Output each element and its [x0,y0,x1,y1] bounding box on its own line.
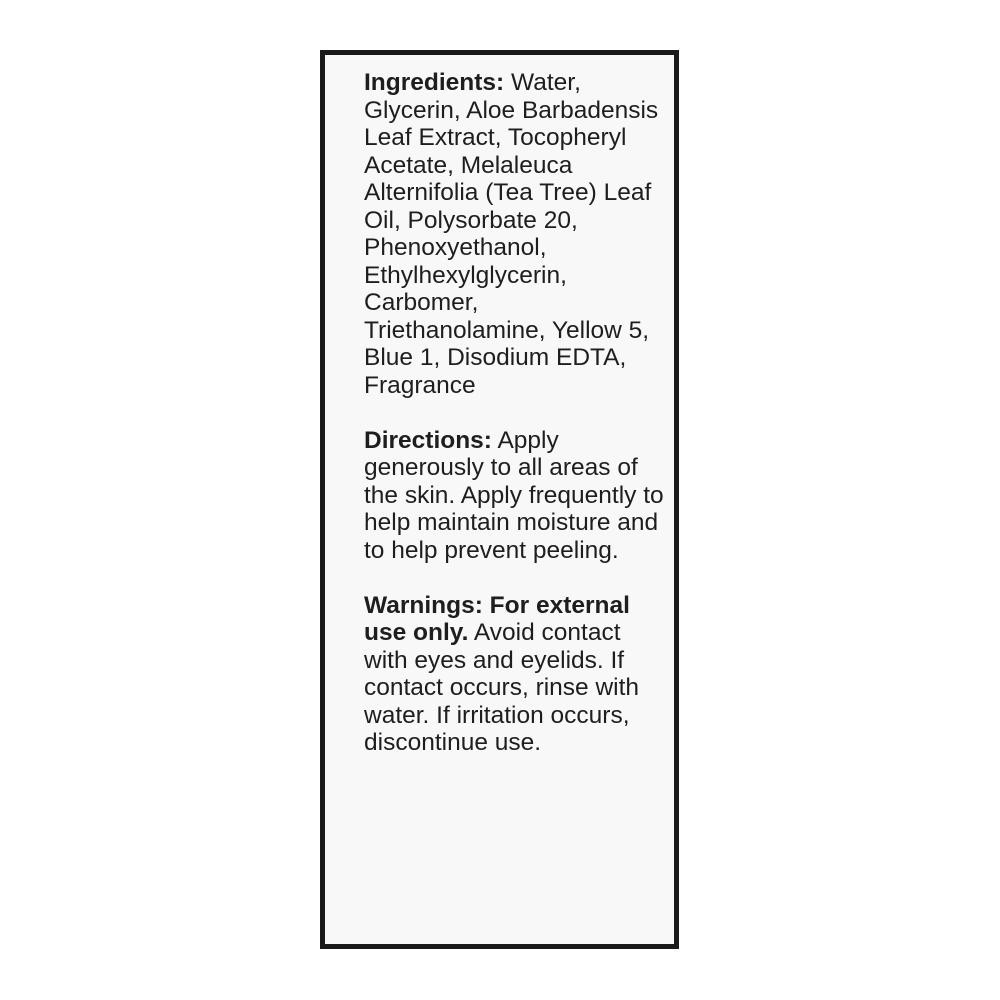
directions-text: Apply generously to all areas of the skin. Apply frequently to help maintain moisture and to help prevent peeling. [364,426,664,564]
ingredients-text: Water, Glycerin, Aloe Barbadensis Leaf Extract, Tocopheryl Acetate, Melaleuca Alternifolia (Tea Tree) Leaf Oil, Polysorbate 20, Phenoxyethanol, Ethylhexylglycerin, Carbomer, Triethanolamine, Yellow 5, Blue 1, Disodium EDTA, Fragrance [364,69,659,399]
directions-section [364,427,664,565]
ingredients-heading: Ingredients: [364,69,505,96]
label-text-block [364,69,664,757]
ingredients-section [364,69,664,399]
product-label-panel [320,50,679,949]
warnings-section [364,592,664,757]
directions-heading: Directions: [364,426,492,454]
warnings-heading: Warnings: For external use only. [364,591,630,646]
warnings-text: Avoid contact with eyes and eyelids. If contact occurs, rinse with water. If irritation occurs, discontinue use. [364,619,640,756]
